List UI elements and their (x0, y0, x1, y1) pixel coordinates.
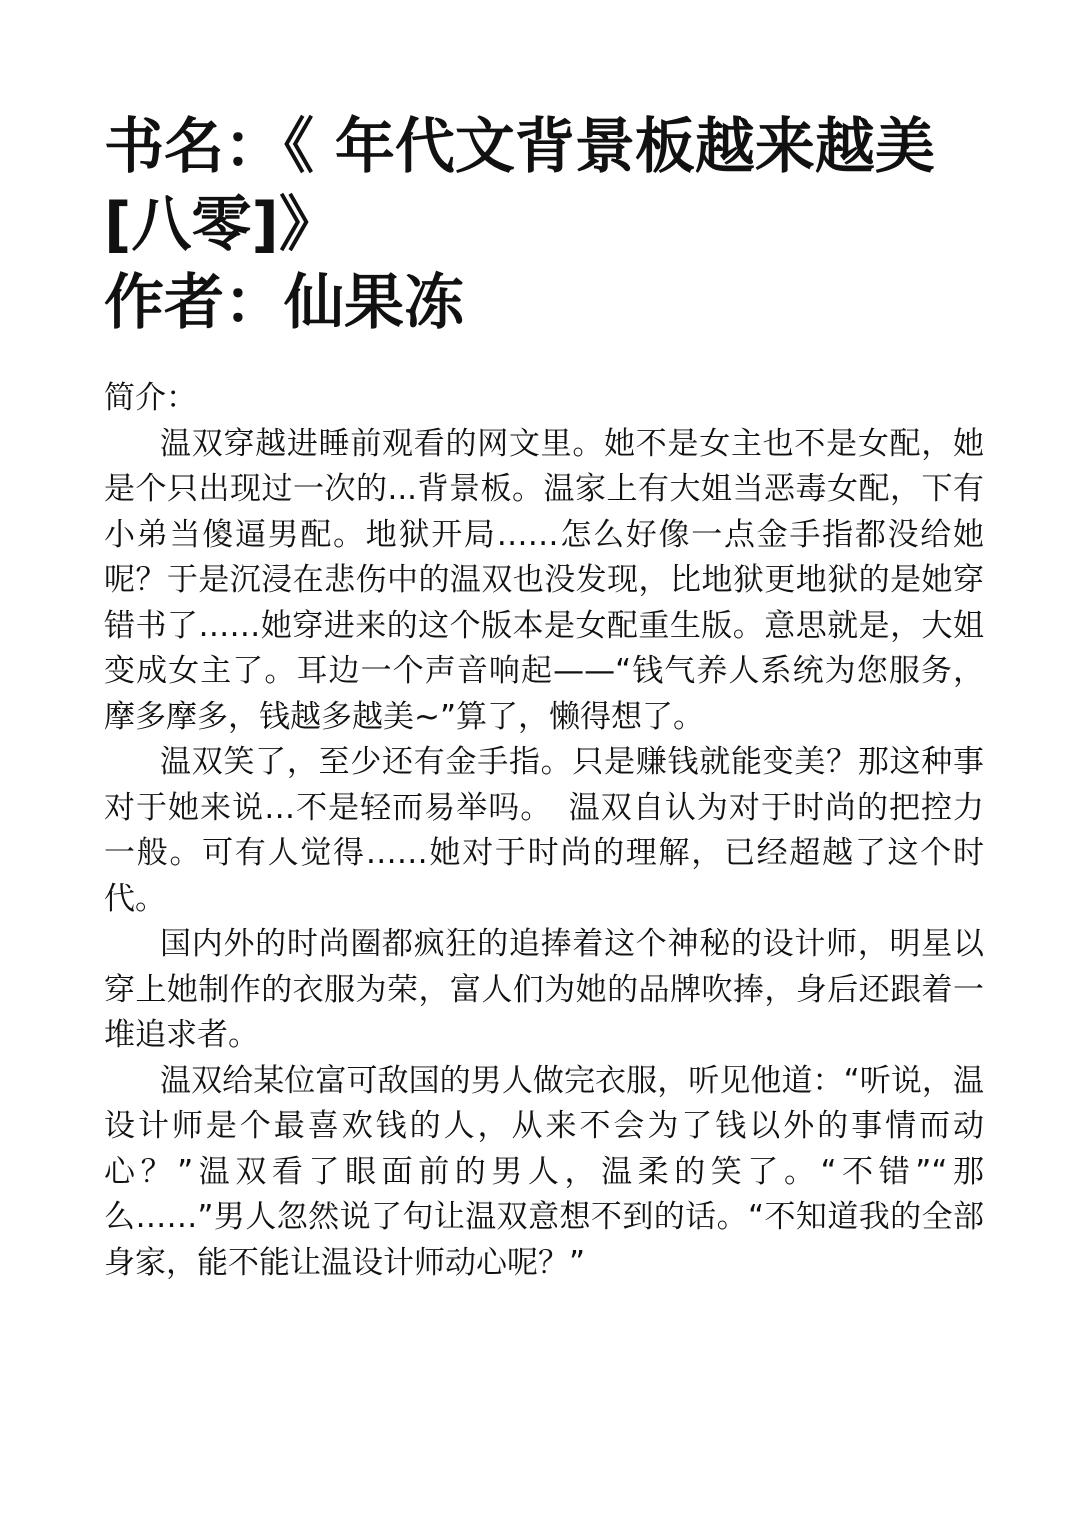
synopsis-paragraph: 国内外的时尚圈都疯狂的追捧着这个神秘的设计师，明星以穿上她制作的衣服为荣，富人们为她的品牌吹捧，身后还跟着一堆追求者。 (104, 926, 984, 1053)
synopsis-paragraph: 温双给某位富可敌国的男人做完衣服，听见他道：“听说，温设计师是个最喜欢钱的人，从来不会为了钱以外的事情而动心？”温双看了眼面前的男人，温柔的笑了。“不错”“那么……”男人忽然说了句让温双意想不到的话。“不知道我的全部身家，能不能让温设计师动心呢？” (104, 1062, 984, 1281)
book-author: 作者：仙果冻 (104, 268, 464, 338)
synopsis-paragraph: 温双笑了，至少还有金手指。只是赚钱就能变美？那这种事对于她来说…不是轻而易举吗。 温双自认为对于时尚的把控力一般。可有人觉得……她对于时尚的理解，已经超越了这个时代。 (104, 744, 984, 917)
synopsis-paragraph: 温双穿越进睡前观看的网文里。她不是女主也不是女配，她是个只出现过一次的...背景板。温家上有大姐当恶毒女配，下有小弟当傻逼男配。地狱开局……怎么好像一点金手指都没给她呢？于是沉浸在悲伤中的温双也没发现，比地狱更地狱的是她穿错书了……她穿进来的这个版本是女配重生版。意思就是，大姐变成女主了。耳边一个声音响起——“钱气养人系统为您服务，摩多摩多，钱越多越美~”算了，懒得想了。 (104, 425, 984, 735)
document-page (104, 108, 984, 1286)
synopsis-section (104, 376, 984, 1286)
synopsis-label: 简介： (104, 380, 197, 416)
book-title: 书名：《 年代文背景板越来越美[八零]》 (104, 112, 935, 260)
